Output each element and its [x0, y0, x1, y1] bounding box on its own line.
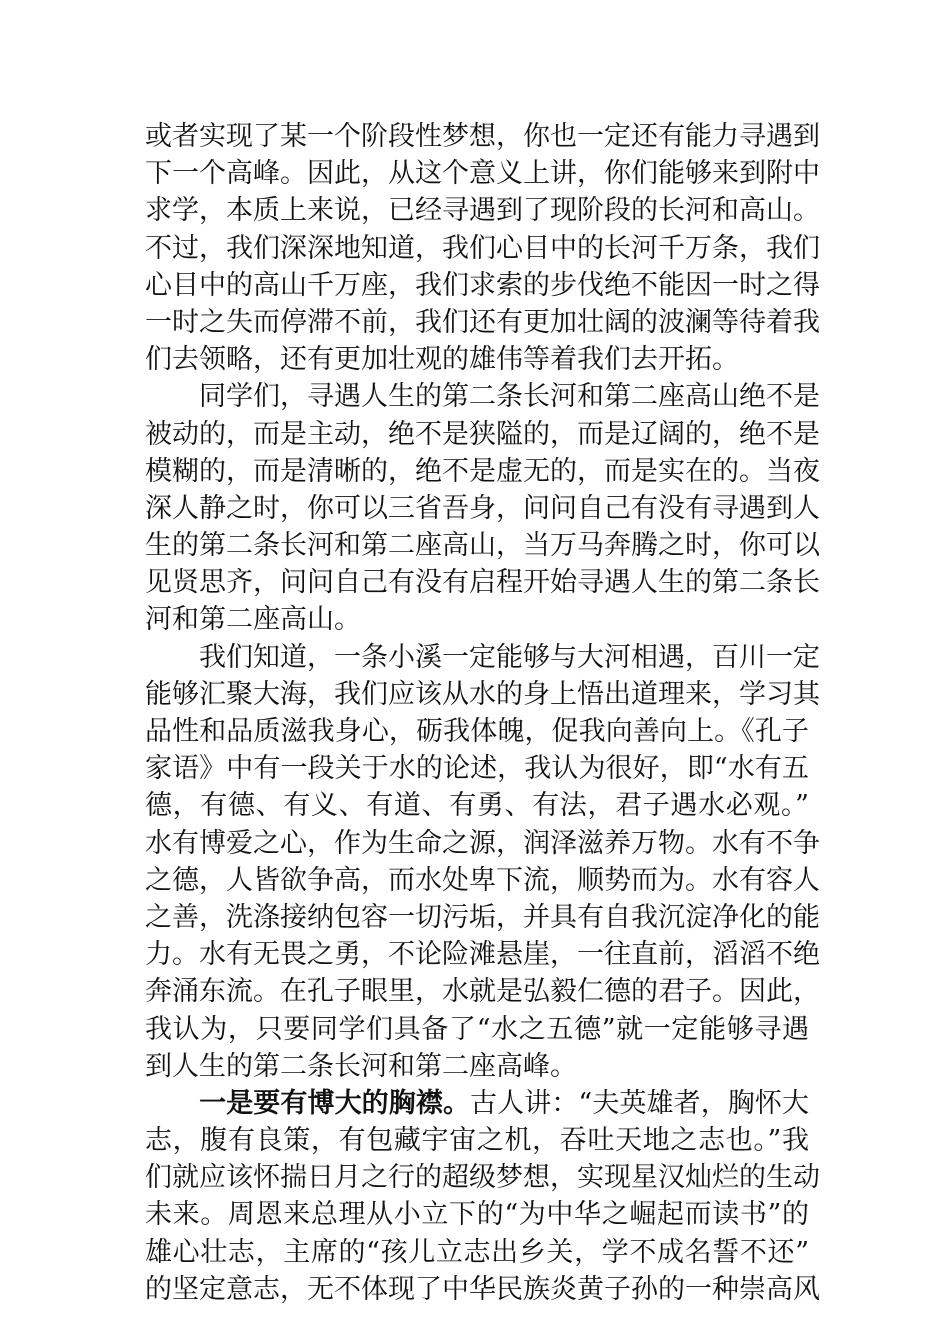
text-line: 未来。周恩来总理从小立下的“为中华之崛起而读书”的 [145, 1199, 809, 1231]
text-line: 或者实现了某一个阶段性梦想，你也一定还有能力寻遇到 [145, 121, 820, 152]
text-line: 生的第二条长河和第二座高山，当万马奔腾之时，你可以 [145, 530, 820, 562]
text-line: 志，腹有良策，有包藏宇宙之机，吞吐天地之志也。”我 [145, 1125, 809, 1157]
text-line: 我认为，只要同学们具备了“水之五德”就一定能够寻遇 [145, 1013, 809, 1045]
text-line: 能够汇聚大海，我们应该从水的身上悟出道理来，学习其 [145, 678, 820, 710]
document-body [145, 118, 820, 1308]
text-line: 见贤思齐，问问自己有没有启程开始寻遇人生的第二条长 [145, 567, 820, 599]
text-line: 德，有德、有义、有道、有勇、有法，君子遇水必观。” [145, 790, 809, 822]
text-line-first [145, 378, 820, 415]
text-line-first [145, 1085, 809, 1122]
text-line: 水有博爱之心，作为生命之源，润泽滋养万物。水有不争 [145, 827, 820, 859]
text-line: 家语》中有一段关于水的论述，我认为很好，即“水有五 [145, 753, 809, 785]
text-line: 品性和品质滋我身心，砺我体魄，促我向善向上。《孔子 [145, 716, 809, 747]
paragraph-3 [145, 639, 820, 1085]
paragraph-2 [145, 378, 820, 638]
text-line: 被动的，而是主动，绝不是狭隘的，而是辽阔的，绝不是 [145, 418, 820, 450]
text-line: 之善，洗涤接纳包容一切污垢，并具有自我沉淀净化的能 [145, 901, 820, 933]
bold-lead-heading: 一是要有博大的胸襟。 [199, 1087, 471, 1119]
text-line: 们去领略，还有更加壮观的雄伟等着我们去开拓。 [145, 344, 739, 376]
text-run: 我们知道，一条小溪一定能够与大河相遇，百川一定 [199, 641, 820, 673]
text-line: 下一个高峰。因此，从这个意义上讲，你们能够来到附中 [145, 158, 820, 190]
text-line: 模糊的，而是清晰的，绝不是虚无的，而是实在的。当夜 [145, 455, 820, 487]
text-line: 求学，本质上来说，已经寻遇到了现阶段的长河和高山。 [145, 195, 820, 227]
paragraph-4 [145, 1085, 820, 1308]
paragraph-1 [145, 118, 820, 378]
text-line: 深人静之时，你可以三省吾身，问问自己有没有寻遇到人 [145, 492, 820, 524]
text-run: 同学们，寻遇人生的第二条长河和第二座高山绝不是 [199, 381, 820, 413]
text-line: 雄心壮志，主席的“孩儿立志出乡关，学不成名誓不还” [145, 1236, 809, 1268]
text-line: 们就应该怀揣日月之行的超级梦想，实现星汉灿烂的生动 [145, 1162, 820, 1194]
text-run: 古人讲：“夫英雄者，胸怀大 [470, 1087, 809, 1119]
text-line: 不过，我们深深地知道，我们心目中的长河千万条，我们 [145, 232, 820, 264]
text-line: 一时之失而停滞不前，我们还有更加壮阔的波澜等待着我 [145, 306, 820, 338]
text-line: 心目中的高山千万座，我们求索的步伐绝不能因一时之得 [145, 269, 820, 301]
text-line: 之德，人皆欲争高，而水处卑下流，顺势而为。水有容人 [145, 864, 820, 896]
text-line-first [145, 639, 820, 676]
text-line: 奔涌东流。在孔子眼里，水就是弘毅仁德的君子。因此， [145, 976, 820, 1008]
text-line: 的坚定意志，无不体现了中华民族炎黄子孙的一种崇高风 [145, 1273, 820, 1305]
text-line: 到人生的第二条长河和第二座高峰。 [145, 1050, 577, 1082]
text-line: 力。水有无畏之勇，不论险滩悬崖，一往直前，滔滔不绝 [145, 939, 820, 971]
text-line: 河和第二座高山。 [145, 604, 361, 636]
